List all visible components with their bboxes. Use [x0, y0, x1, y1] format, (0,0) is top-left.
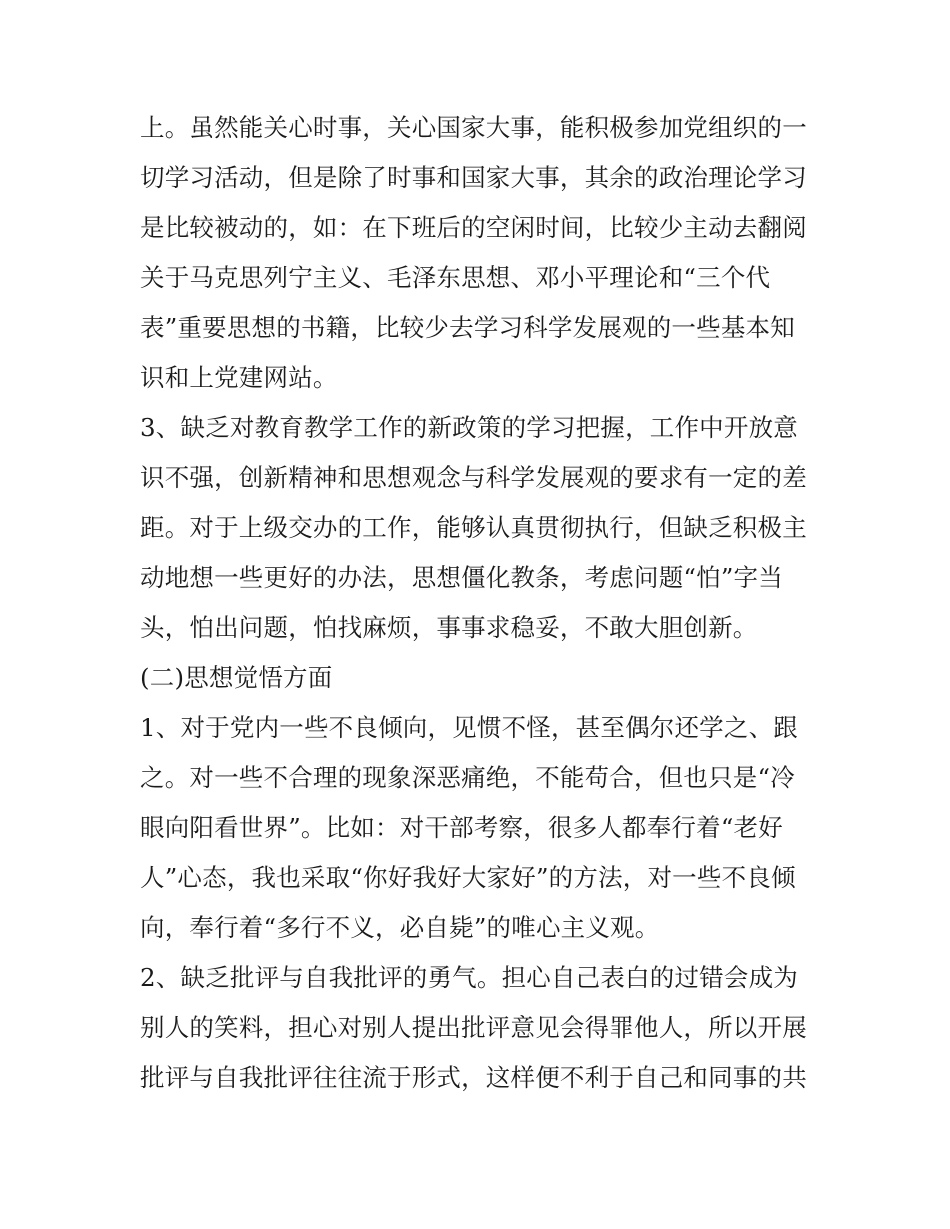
text-line: 2、缺乏批评与自我批评的勇气。担心自己表白的过错会成为 [140, 963, 798, 992]
text-line: 之。对一些不合理的现象深恶痛绝，不能苟合，但也只是“冷 [140, 763, 795, 792]
text-line: 批评与自我批评往往流于形式，这样便不利于自己和同事的共 [140, 1063, 807, 1092]
text-line: 眼向阳看世界”。比如：对干部考察，很多人都奉行着“老好 [140, 813, 783, 842]
text-line: 动地想一些更好的办法，思想僵化教条，考虑问题“怕”字当 [140, 563, 783, 592]
text-line: 向，奉行着“多行不义，必自毙”的唯心主义观。 [140, 913, 660, 942]
text-line: 上。虽然能关心时事，关心国家大事，能积极参加党组织的一 [140, 113, 807, 142]
text-line: 距。对于上级交办的工作，能够认真贯彻执行，但缺乏积极主 [140, 513, 807, 542]
section-heading: (二)思想觉悟方面 [140, 663, 333, 692]
text-line: 切学习活动，但是除了时事和国家大事，其余的政治理论学习 [140, 163, 807, 192]
text-line: 头，怕出问题，怕找麻烦，事事求稳妥，不敢大胆创新。 [140, 613, 758, 642]
text-line: 别人的笑料，担心对别人提出批评意见会得罪他人，所以开展 [140, 1013, 807, 1042]
text-line: 识和上党建网站。 [140, 363, 338, 392]
text-line: 表”重要思想的书籍，比较少去学习科学发展观的一些基本知 [140, 313, 795, 342]
text-line: 3、缺乏对教育教学工作的新政策的学习把握，工作中开放意 [140, 413, 798, 442]
text-line: 关于马克思列宁主义、毛泽东思想、邓小平理论和“三个代 [140, 263, 771, 292]
text-line: 人”心态，我也采取“你好我好大家好”的方法，对一些不良倾 [140, 863, 796, 892]
text-line: 1、对于党内一些不良倾向，见惯不怪，甚至偶尔还学之、跟 [140, 713, 798, 742]
text-line: 识不强，创新精神和思想观念与科学发展观的要求有一定的差 [140, 463, 807, 492]
text-line: 是比较被动的，如：在下班后的空闲时间，比较少主动去翻阅 [140, 213, 807, 242]
